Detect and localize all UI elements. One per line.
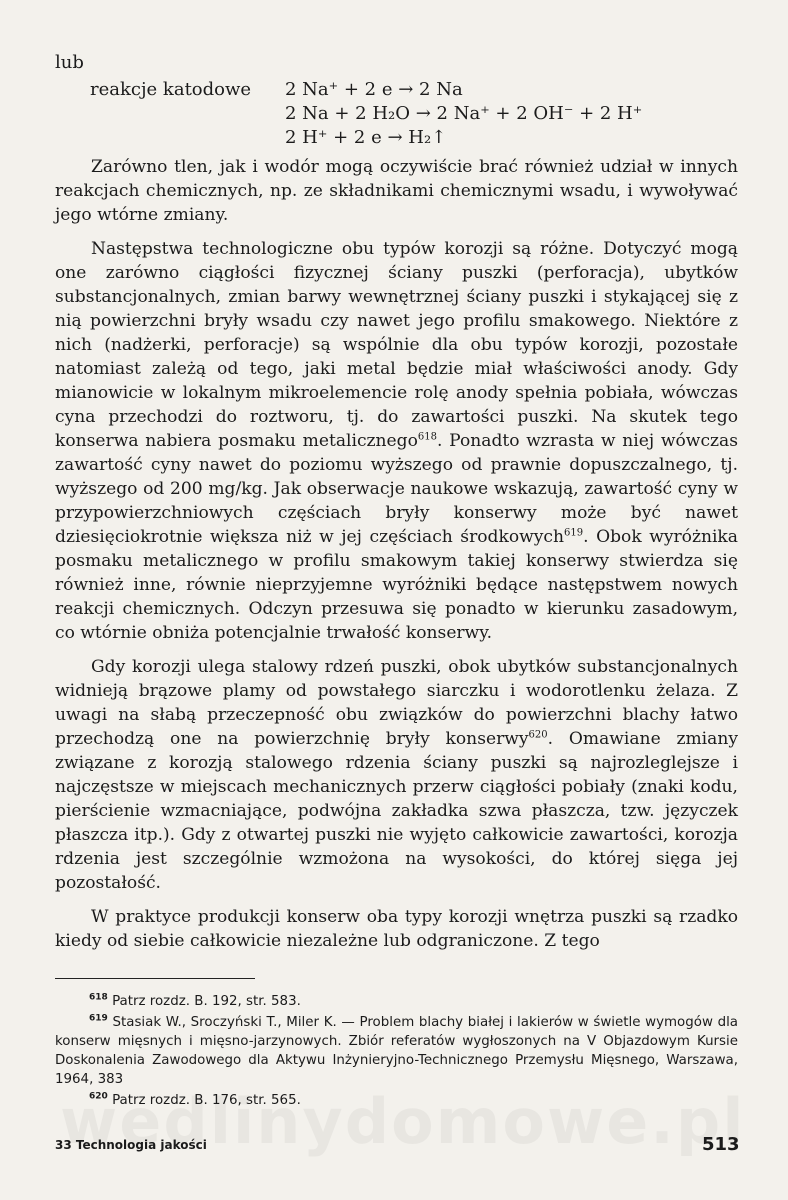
equation-row — [90, 102, 642, 126]
footnote-620 — [55, 1091, 738, 1110]
equation-row — [90, 78, 642, 102]
footnote-619 — [55, 1013, 738, 1089]
paragraph-4: W praktyce produkcji konserw oba typy korozji wnętrza puszki są rzadko kiedy od siebie całkowicie niezależne lub odgraniczone. Z tego — [55, 907, 738, 951]
footnote-text: Patrz rozdz. B. 176, str. 565. — [112, 1093, 301, 1108]
lub-word: lub — [55, 52, 84, 73]
paragraph-1: Zarówno tlen, jak i wodór mogą oczywiście brać również udział w innych reakcjach chemicznych, np. ze składnikami chemicznymi wsadu, i wywoływać jego wtórne zmiany. — [55, 157, 738, 225]
equation-label: reakcje katodowe — [90, 79, 252, 100]
printer-signature: 33 Technologia jakości — [55, 1138, 207, 1152]
footnote-618 — [55, 992, 738, 1011]
footnote-ref-620[interactable]: 620 — [528, 729, 548, 741]
footnote-number: 618 — [89, 992, 108, 1003]
page-number: 513 — [702, 1134, 740, 1155]
footnote-number: 619 — [89, 1013, 108, 1024]
equation-line-1: 2 Na⁺ + 2 e → 2 Na — [285, 79, 463, 100]
footnote-number: 620 — [89, 1091, 108, 1102]
footnotes — [55, 992, 738, 1112]
equation-line-2: 2 Na + 2 H₂O → 2 Na⁺ + 2 OH⁻ + 2 H⁺ — [285, 103, 643, 124]
footnote-text: Stasiak W., Sroczyński T., Miler K. — Problem blachy białej i lakierów w świetle wymogów dla konserw mięsnych i mięsno-jarzynowych. Zbiór referatów wygłoszonych na V Objazdowym Kursie Doskonalenia Zawodowego dla Aktywu Inżynieryjno-Technicznego Przemysłu Mięsnego, Warszawa, 1964, 383 — [55, 1015, 738, 1087]
footnote-ref-618[interactable]: 618 — [417, 431, 437, 443]
equation-row — [90, 126, 642, 150]
paragraph-2: Następstwa technologiczne obu typów korozji są różne. Dotyczyć mogą one zarówno ciągłości fizycznej ściany puszki (perforacja), ubytków substancjonalnych, zmian barwy wewnętrznej ściany puszki i stykającej się z nią powierzchni bryły wsadu czy nawet jego profilu smakowego. Niektóre z nich (nadżerki, perforacje) są wspólnie dla obu typów korozji, pozostałe natomiast zależą od tego, jaki metal będzie miał właściwości anody. Gdy mianowicie w lokalnym mikroelemencie rolę anody spełnia pobiała, wówczas cyna przechodzi do roztworu, tj. do zawartości puszki. Na skutek tego konserwa nabiera posmaku metalicznego$^{618}$. Ponadto wzrasta w niej wówczas zawartość cyny nawet do poziomu wyższego od prawnie dopuszczalnego, tj. wyższego od 200 mg/kg. Jak obserwacje naukowe wskazują, zawartość cyny w przypowierzchniowych częściach bryły konserwy może być nawet dziesięciokrotnie większa niż w jej częściach środkowych$^{619}$. Obok wyróżnika posmaku metalicznego w profilu smakowym takiej konserwy stwierdza się również inne, równie nieprzyjemne wyróżniki będące następstwem nowych reakcji chemicznych. Odczyn przesuwa się ponadto w kierunku zasadowym, co wtórnie obniża potencjalnie trwałość konserwy. — [55, 239, 738, 643]
equation-line-3: 2 H⁺ + 2 e → H₂↑ — [285, 127, 447, 148]
footnote-divider — [55, 978, 255, 979]
body-text — [55, 155, 738, 963]
footnote-ref-619[interactable]: 619 — [564, 527, 584, 539]
footnote-text: Patrz rozdz. B. 192, str. 583. — [112, 994, 301, 1009]
cathode-reactions — [90, 78, 642, 150]
paragraph-3: Gdy korozji ulega stalowy rdzeń puszki, obok ubytków substancjonalnych widnieją brązowe plamy od powstałego siarczku i wodorotlenku żelaza. Z uwagi na słabą przeczepność obu związków do powierzchni blachy łatwo przechodzą one na powierzchnię bryły konserwy$^{620}$. Omawiane zmiany związane z korozją stalowego rdzenia ściany puszki są najrozleglejsze i najczęstsze w miejscach mechanicznych przerw ciągłości pobiały (znaki kodu, pierścienie wzmacniające, podwójna zakładka szwa płaszcza, tzw. języczek płaszcza itp.). Gdy z otwartej puszki nie wyjęto całkowicie zawartości, korozja rdzenia jest szczególnie wzmożona na wysokości, do której sięga jej pozostałość. — [55, 657, 739, 893]
